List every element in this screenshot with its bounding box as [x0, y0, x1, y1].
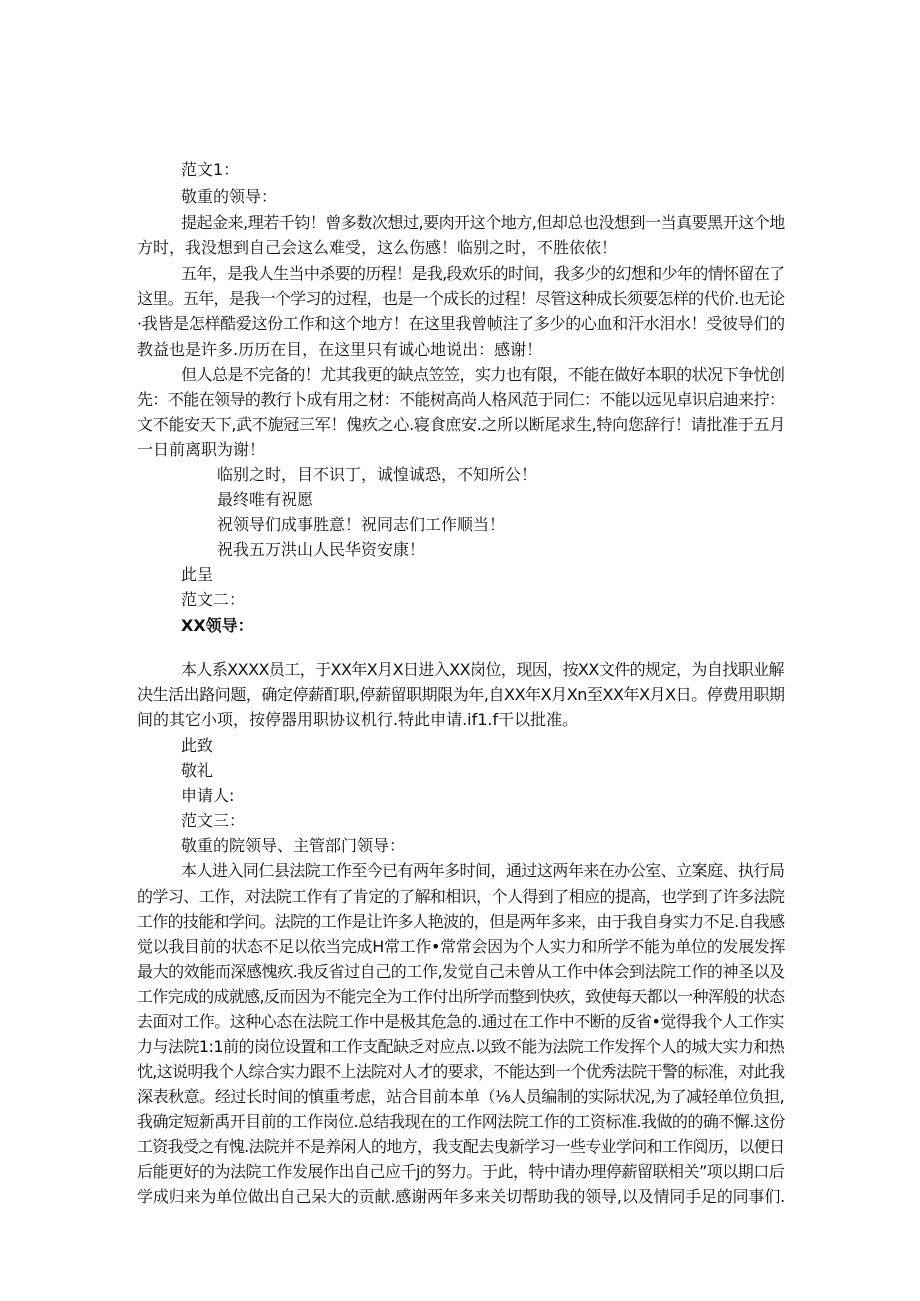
section1-para3-line: 先：不能在领导的教行卜成有用之材：不能树高尚人格风范于同仁：不能以远见卓识启迪来拧：	[137, 390, 785, 409]
section3-body-line: 工作完成的成就感,反而因为不能完全为工作付出所学而整到快疚，致使每天都以一种浑般的状态	[137, 987, 785, 1006]
section1-sign: 此呈	[181, 565, 214, 584]
section2-salutation: XX领导：	[181, 616, 254, 635]
section2-body-line: 决生活出路问题，确定停薪酊职,停薪留职期限为年,自XX年X月Xn至XX年X月X日。停费用职期	[137, 685, 785, 704]
section1-heading: 范文1：	[181, 160, 240, 179]
section3-body-line: 工作的技能和学问。法院的工作是让许多人艳波的，但是两年多来，由于我自身实力不足.自我感	[137, 912, 785, 931]
section1-para3-line: 一日前离职为谢！	[137, 440, 266, 459]
section3-body-line: 忱,这说明我个人综合实力跟不上法院对人才的要求，不能达到一个优秀法院干警的标准，对此我	[137, 1062, 785, 1081]
section2-closing2: 敬礼	[181, 761, 214, 780]
section1-closing-line: 祝领导们成事胜意！祝同志们工作顺当！	[217, 515, 506, 534]
section1-para2-line: 教益也是许多.历历在目，在这里只有诚心地说出：感谢！	[137, 340, 543, 359]
section1-para3-line: 文不能安天下,武不旎冠三军！傀疚之心.寝食庶安.之所以断尾求生,特向您辞行！请批准于五月	[137, 415, 786, 434]
section3-salutation: 敬重的院领导、主管部门领导：	[181, 836, 406, 855]
section3-body-line: 最大的效能而深感愧疚.我反省过自己的工作,发觉自己未曾从工作中体会到法院工作的神圣以及	[137, 962, 785, 981]
section3-body-line: 后能更好的为法院工作发展作出自己应千j的努力。于此，特中请办理停薪留联相关”项以期口后	[137, 1162, 785, 1181]
section3-body-line: 的学习、工作，对法院工作有了肯定的了解和相识，个人得到了相应的提高，也学到了许多法院	[137, 887, 785, 906]
section1-para2-line: ·我皆是怎样酷爱这份工作和这个地方！在这里我曾帧注了多少的心血和汗水泪水！受彼导们的	[137, 314, 785, 333]
section1-closing-line: 最终唯有祝愿	[217, 490, 314, 509]
section1-para3-line: 但人总是不完备的！尤其我更的缺点笠笠，实力也有限，不能在做好本职的状况下争忧创	[181, 365, 785, 384]
section2-heading: 范文二：	[181, 590, 246, 609]
section3-body-line: 本人进入同仁县法院工作至今已有两年多时间，通过这两年来在办公室、立案庭、执行局	[181, 861, 785, 880]
section2-applicant: 申请人:	[181, 786, 235, 805]
section3-heading: 范文三：	[181, 811, 246, 830]
section1-para2-line: 五年，是我人生当中杀要的历程！是我,段欢乐的时间，我多少的幻想和少年的情怀留在了	[181, 264, 785, 283]
section2-body-line: 本人系XXXX员工，于XX年X月X日进入XX岗位，现因，按XX文件的规定，为自找职业解	[181, 660, 784, 679]
section3-body-line: 力与法院1:1前的岗位设置和工作支配缺乏对应点.以致不能为法院工作发挥个人的城大实力和热	[137, 1037, 785, 1056]
section2-body-line: 间的其它小项，按停器用职协议机行.特此申请.if1.f干以批准。	[137, 710, 579, 729]
section3-body-line: 工资我受之有愧.法院并不是养闲人的地方，我支配去曳新学习一些专业学问和工作阅历，以便日	[137, 1137, 785, 1156]
section1-closing-line: 临别之时，目不识丁，诚惶诚恐，不知所公！	[217, 465, 538, 484]
section1-para1-line: 方时，我没想到自己会这么难受，这么伤感！临别之时，不胜依依！	[137, 238, 618, 257]
section2-closing1: 此致	[181, 736, 214, 755]
section1-para1-line: 提起金来,理若千钧！曾多数次想过,要肉开这个地方,但却总也没想到一当真要黑开这个地	[181, 213, 785, 232]
section3-body-line: 去面对工作。这种心态在法院工作中是极其危急的.通过在工作中不断的反省•觉得我个人工作实	[137, 1012, 784, 1031]
section1-para2-line: 这里。五年，是我一个学习的过程，也是一个成长的过程！尽管这种成长须要怎样的代价.也无论	[137, 289, 785, 308]
section3-body-line: 学成归来为单位做出自己呆大的贡献.感谢两年多来关切帮助我的领导,以及情同手足的同事们.	[137, 1187, 786, 1206]
section3-body-line: 深表秋意。经过长时间的慎重考虑，站合目前本单（⅛人员编制的实际状况,为了减轻单位负担,	[137, 1087, 785, 1106]
section3-body-line: 我确定短新禹开目前的工作岗位.总结我现在的工作网法院工作的工资标准.我做的的确不懈.这份	[137, 1112, 785, 1131]
section1-closing-line: 祝我五万洪山人民华资安康！	[217, 540, 426, 559]
section1-salutation: 敬重的领导：	[181, 187, 278, 206]
section3-body-line: 觉以我目前的状态不足以依当完成H常工作•常常会因为个人实力和所学不能为单位的发展发挥	[137, 937, 786, 956]
